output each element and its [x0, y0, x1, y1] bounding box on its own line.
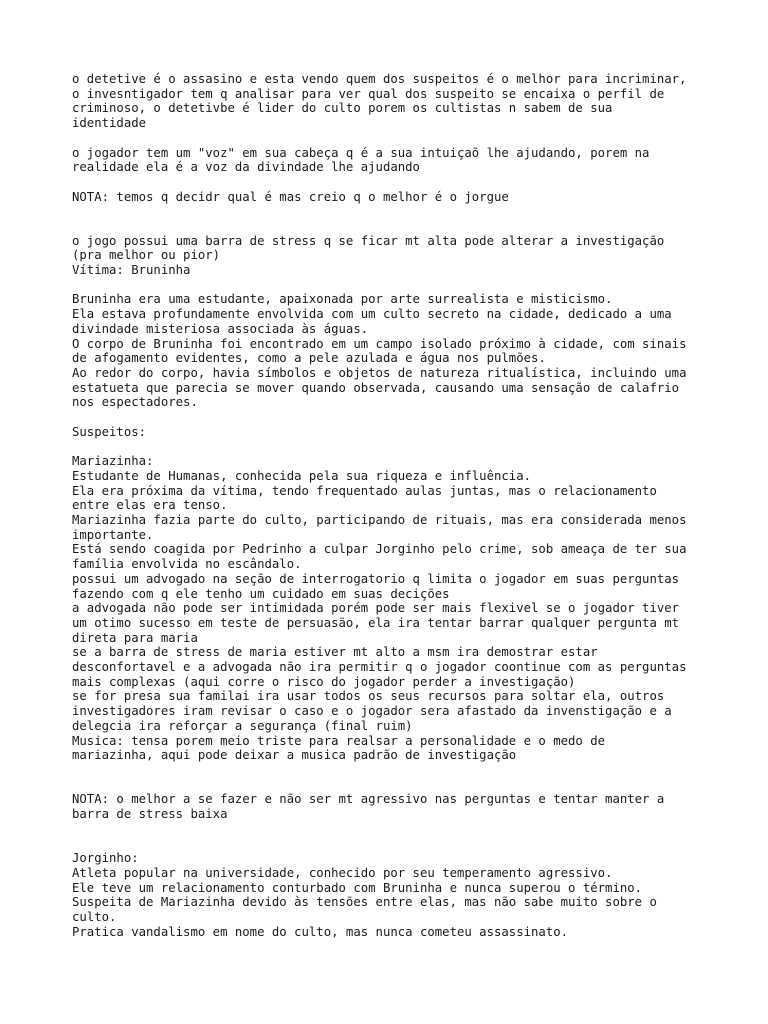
spacer	[72, 278, 708, 293]
spacer	[72, 763, 708, 792]
spacer	[72, 410, 708, 425]
spacer	[72, 822, 708, 851]
paragraph-victim-description: Bruninha era uma estudante, apaixonada por arte surrealista e misticismo. Ela estava profundamente envolvida com um culto secreto na cidade, dedicado a uma divindade misteriosa associada às águas. O corpo de Bruninha foi encontrado em um campo isolado próximo à cidade, com sinais de afogamento evidentes, como a pele azulada e água nos pulmões. Ao redor do corpo, havia símbolos e objetos de natureza ritualística, incluindo uma estatueta que parecia se mover quando observada, causando uma sensação de calafrio nos espectadores.	[72, 292, 687, 410]
note-decide-detective: NOTA: temos q decidr qual é mas creio q o melhor é o jorgue	[72, 189, 509, 204]
note-stress-strategy: NOTA: o melhor a se fazer e não ser mt agressivo nas perguntas e tentar manter a barra de stress baixa	[72, 792, 665, 822]
paragraph-stress-bar-victim: o jogo possui uma barra de stress q se ficar mt alta pode alterar a investigação (pra melhor ou pior) Vítima: Bruninha	[72, 233, 665, 278]
paragraph-detective-premise: o detetive é o assasino e esta vendo quem dos suspeitos é o melhor para incriminar, o invesntigador tem q analisar para ver qual dos suspeito se encaixa o perfil de criminoso, o detetivbe é lider do culto porem os cultistas n sabem de sua identidade	[72, 72, 687, 131]
heading-suspects: Suspeitos:	[72, 424, 147, 439]
spacer	[72, 440, 708, 455]
paragraph-suspect-jorginho: Jorginho: Atleta popular na universidade, conhecido por seu temperamento agressivo. Ele teve um relacionamento conturbado com Bruninha e nunca superou o término. Suspeita de Mariazinha devido às tensões entre elas, mas não sabe muito sobre o culto. Pratica vandalismo em nome do culto, mas nunca cometeu assassinato.	[72, 851, 657, 939]
paragraph-suspect-mariazinha: Mariazinha: Estudante de Humanas, conhecida pela sua riqueza e influência. Ela era próxima da vítima, tendo frequentado aulas juntas, mas o relacionamento entre elas era tenso. Mariazinha fazia parte do culto, participando de rituais, mas era considerada menos importante. Está sendo coagida por Pedrinho a culpar Jorginho pelo crime, sob ameaça de ter sua família envolvida no escândalo. possui um advogado na seção de interrogatorio q limita o jogador em suas perguntas fazendo com q ele tenho um cuidado em suas decições a advogada não pode ser intimidada porém pode ser mais flexivel se o jogador tiver um otimo sucesso em teste de persuasão, ela ira tentar barrar qualquer pergunta mt direta para maria se a barra de stress de maria estiver mt alto a msm ira demostrar estar desconfortavel e a advogada não ira permitir q o jogador coontinue com as perguntas mais complexas (aqui corre o risco do jogador perder a investigação) se for presa sua familai ira usar todos os seus recursos para soltar ela, outros investigadores iram revisar o caso e o jogador sera afastado da invenstigação e a delegcia ira reforçar a segurança (final ruim) Musica: tensa porem meio triste para realsar a personalidade e o medo de mariazinha, aqui pode deixar a musica padrão de investigação	[72, 454, 687, 763]
spacer	[72, 204, 708, 233]
spacer	[72, 131, 708, 146]
spacer	[72, 175, 708, 190]
paragraph-player-voice: o jogador tem um "voz" em sua cabeça q é a sua intuiçaõ lhe ajudando, porem na realidade ela é a voz da divindade lhe ajudando	[72, 145, 650, 175]
